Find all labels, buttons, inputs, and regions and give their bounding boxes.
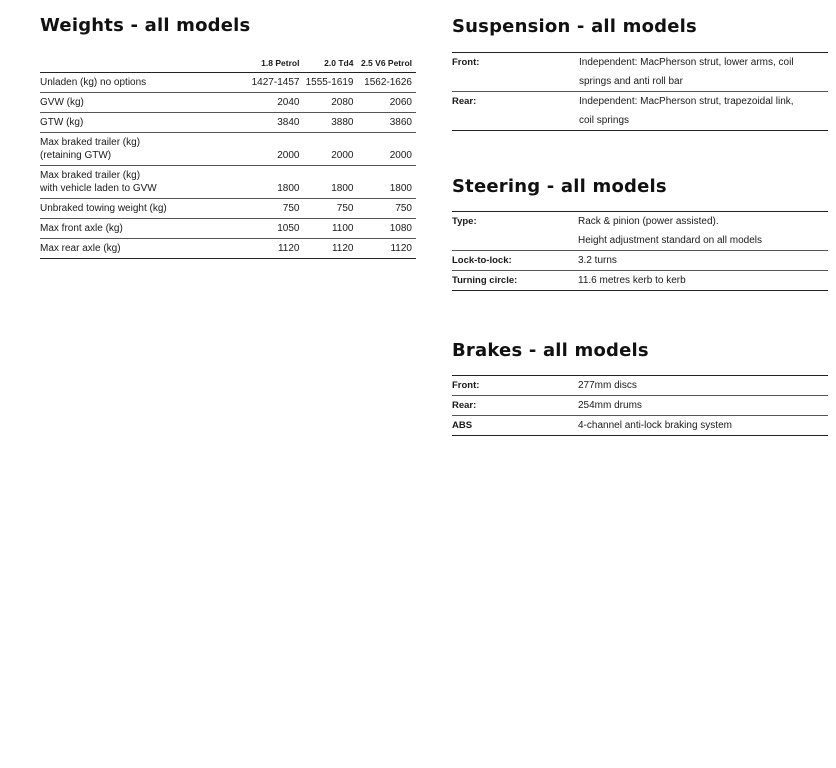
row-value [578,416,828,436]
row-label [40,93,242,113]
row-label-line: Max braked trailer (kg) [40,170,141,181]
row-label [40,113,242,133]
cell-value: 3880 [301,113,355,133]
weights-header-1-8-petrol: 1.8 Petrol [242,52,301,73]
cell-value: 1562-1626 [355,73,416,93]
row-label-line: Unladen (kg) no options [40,77,147,88]
table-row [40,219,416,239]
weights-header-2-5-v6-petrol: 2.5 V6 Petrol [355,52,416,73]
row-label: Front: [452,53,579,92]
row-value [578,251,828,271]
cell-value: 2000 [355,133,416,166]
table-row [452,396,828,416]
cell-value: 1555-1619 [301,73,355,93]
cell-value: 2000 [301,133,355,166]
row-label: Turning circle: [452,271,578,291]
cell-value: 2060 [355,93,416,113]
table-row [40,93,416,113]
row-value-line: 277mm discs [578,380,637,391]
cell-value: 1800 [301,166,355,199]
cell-value: 2000 [242,133,301,166]
cell-value: 1120 [301,239,355,259]
row-label-line: Unbraked towing weight (kg) [40,203,167,214]
row-label: Front: [452,376,578,396]
row-value-line: coil springs [579,115,630,126]
row-label-line: Max braked trailer (kg) [40,137,141,148]
steering-table [452,211,828,291]
table-row [452,251,828,271]
row-value-line: Independent: MacPherson strut, trapezoidal link, [579,96,794,107]
row-value [578,271,828,291]
row-label [40,166,242,199]
row-label: ABS [452,416,578,436]
row-value-line: springs and anti roll bar [579,76,683,87]
row-value-line: 254mm drums [578,400,642,411]
cell-value: 3860 [355,113,416,133]
table-row [452,376,828,396]
row-value [579,53,828,92]
row-label-line: GVW (kg) [40,97,84,108]
weights-header-label [40,52,242,73]
row-label: Type: [452,212,578,251]
table-row [452,271,828,291]
row-value-line: 11.6 metres kerb to kerb [578,275,686,286]
row-value [578,212,828,251]
table-row [452,416,828,436]
table-row [40,199,416,219]
weights-header-2-0-td4: 2.0 Td4 [301,52,355,73]
row-value [579,92,828,131]
cell-value: 1120 [242,239,301,259]
weights-title: Weights - all models [40,15,251,36]
table-row [40,133,416,166]
cell-value: 2040 [242,93,301,113]
table-row [452,92,828,131]
cell-value: 3840 [242,113,301,133]
cell-value: 750 [301,199,355,219]
weights-header-row [40,52,416,73]
row-label [40,73,242,93]
row-value-line: Rack & pinion (power assisted). [578,216,719,227]
row-value [578,376,828,396]
row-value-line: 3.2 turns [578,255,617,266]
suspension-title: Suspension - all models [452,16,697,37]
row-label-line: Max rear axle (kg) [40,243,121,254]
cell-value: 1120 [355,239,416,259]
cell-value: 1080 [355,219,416,239]
cell-value: 1050 [242,219,301,239]
cell-value: 2080 [301,93,355,113]
row-value-line: 4-channel anti-lock braking system [578,420,732,431]
row-label: Lock-to-lock: [452,251,578,271]
row-label [40,239,242,259]
weights-table [40,52,416,259]
row-label [40,133,242,166]
row-value-line: Height adjustment standard on all models [578,235,762,246]
table-row [452,212,828,251]
table-row [40,73,416,93]
row-label: Rear: [452,396,578,416]
row-label-line: Max front axle (kg) [40,223,123,234]
table-row [40,239,416,259]
cell-value: 750 [242,199,301,219]
cell-value: 750 [355,199,416,219]
row-label [40,199,242,219]
row-label [40,219,242,239]
cell-value: 1800 [355,166,416,199]
cell-value: 1100 [301,219,355,239]
cell-value: 1800 [242,166,301,199]
row-label-line: with vehicle laden to GVW [40,183,157,194]
row-value-line: Independent: MacPherson strut, lower arms, coil [579,57,794,68]
row-value [578,396,828,416]
brakes-title: Brakes - all models [452,340,649,361]
steering-title: Steering - all models [452,176,667,197]
row-label-line: (retaining GTW) [40,150,112,161]
cell-value: 1427-1457 [242,73,301,93]
suspension-table [452,52,828,131]
row-label-line: GTW (kg) [40,117,84,128]
table-row [40,113,416,133]
brakes-table [452,375,828,436]
table-row [452,53,828,92]
row-label: Rear: [452,92,579,131]
table-row [40,166,416,199]
